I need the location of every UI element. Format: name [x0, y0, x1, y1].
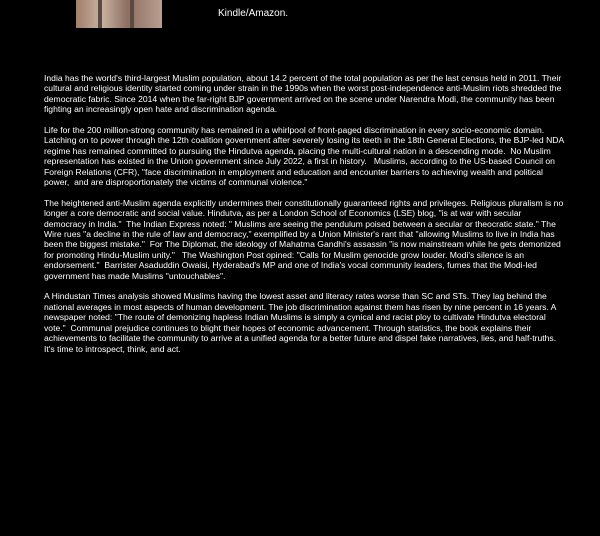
paragraph-hindutva-agenda: The heightened anti-Muslim agenda explicitly undermines their constitutionally guaranteed rights and privileges. Religious pluralism is no longer a core democratic and social value. Hindutva, as per a London School of Economics (LSE) blog, "is at war with secular democracy in India." The Indian Express noted: " Muslims are seeing the pendulum poised between a secular or theocratic state." The Wire rues "a decline in the rule of law and democracy," exemplified by a Union Minister's rant that "allowing Muslims to live in India has been the biggest mistake." For The Diplomat, the ideology of Mahatma Gandhi's assassin "is now mainstream while he gets demonized for promoting Hindu-Muslim unity." The Washington Post opined: "Calls for Muslim genocide grow louder. Modi's silence is an endorsement." Barrister Asaduddin Owaisi, Hyderabad's MP and one of India's vocal community leaders, fumes that the Modi-led government has made Muslims "untouchables". — [44, 197, 566, 281]
header-text — [218, 0, 588, 20]
article-body — [44, 73, 567, 364]
kindle-amazon-text: Kindle/Amazon. — [218, 8, 289, 19]
paragraph-analysis: A Hindustan Times analysis showed Muslims having the lowest asset and literacy rates worse than SC and STs. They lag behind the national averages in most aspects of human development. The job discrimination against them has risen by nine percent in 16 years. A newspaper noted: "The route of demonizing hapless Indian Muslims is simply a cynical and racist ploy to cultivate Hindutva electoral vote." Communal prejudice continues to blight their hopes of economic advancement. Through statistics, the book explains their achievements to facilitate the community to arrive at a unified agenda for a better future and dispel fake narratives, lies, and half-truths. It's time to introspect, think, and act. — [44, 291, 559, 354]
cropped-line — [218, 0, 588, 7]
book-cover-thumbnail — [76, 0, 162, 28]
paragraph-population: India has the world's third-largest Muslim population, about 14.2 percent of the total population as per the last census held in 2011. Their cultural and religious identity started coming under strain in the 1990s when the worst post-independence anti-Muslim riots shredded the democratic fabric. Since 2014 when the far-right BJP government arrived on the scene under Narendra Modi, the community has been fighting an increasingly open hate and discrimination agenda. — [44, 73, 564, 115]
paragraph-discrimination: Life for the 200 million-strong community has remained in a whirlpool of front-paged discrimination in every socio-economic domain. Latching on to power through the 12th coalition government after severely losing its teeth in the 18th General Elections, the BJP-led NDA regime has remained committed to pursuing the Hindutva agenda, placing the multi-cultural nation in a descending mode. No Muslim representation has existed in the Union government since July 2022, a first in history. Muslims, according to the US-based Council on Foreign Relations (CFR), "face discrimination in employment and education and encounter barriers to achieving wealth and political power, and are disproportionately the victims of communal violence." — [44, 125, 567, 188]
